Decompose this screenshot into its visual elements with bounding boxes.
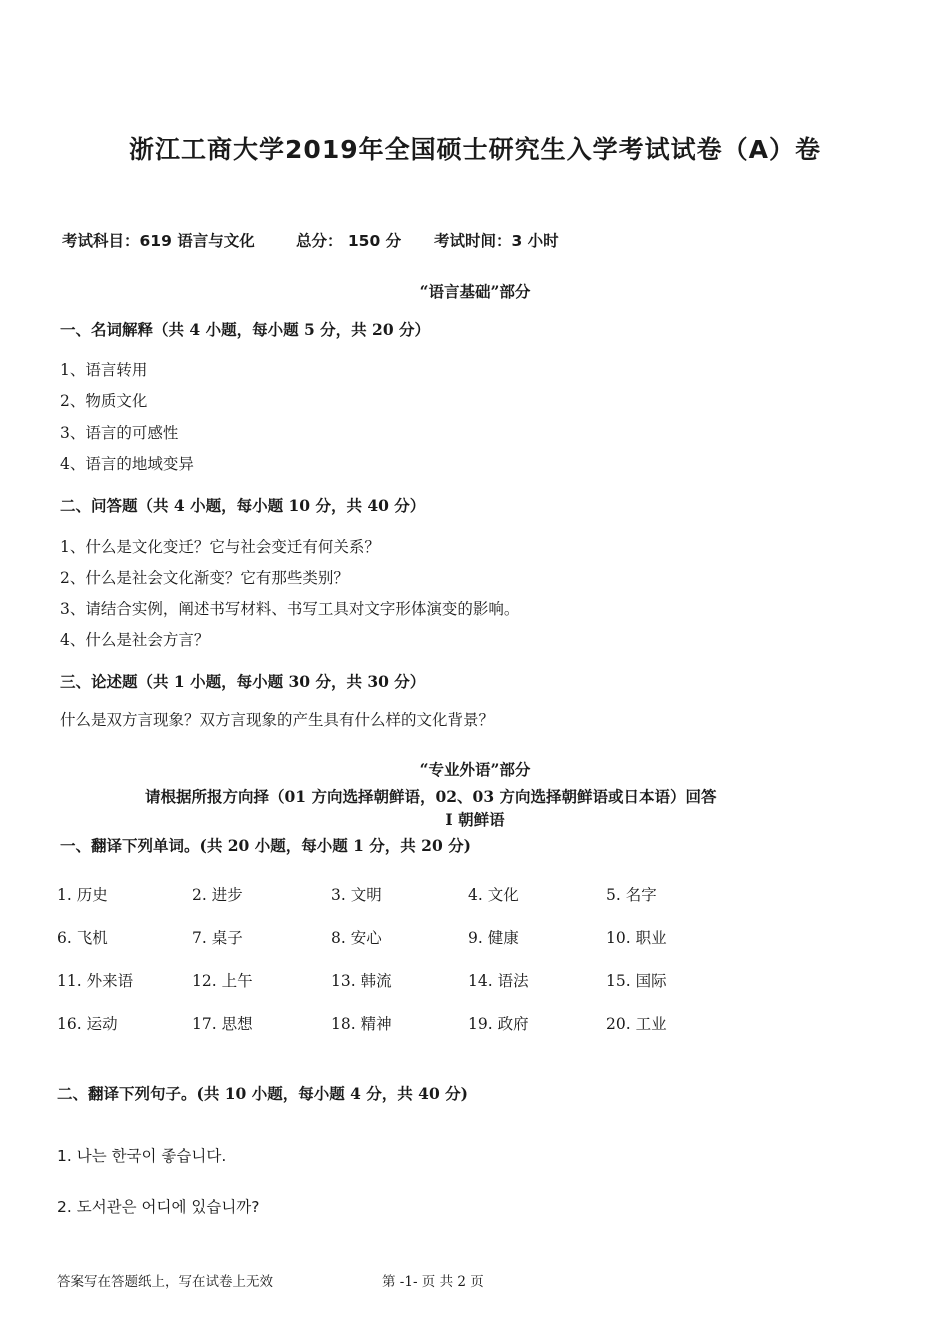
vocab-item: 7. 桌子 [192,929,243,947]
list-item: 2、什么是社会文化渐变？它有那些类别？ [60,569,349,587]
exam-subject: 考试科目：619 语言与文化 [62,232,255,250]
vocab-item: 8. 安心 [331,929,382,947]
part2-instruction: 请根据所报方向择（01 方向选择朝鲜语，02、03 方向选择朝鲜语或日本语）回答 [145,787,717,806]
vocab-item: 10. 职业 [606,929,667,947]
vocab-item: 6. 飞机 [57,929,108,947]
vocab-item: 14. 语法 [468,972,529,990]
list-item: 4、什么是社会方言？ [60,631,210,649]
section2-heading: 二、问答题（共 4 小题，每小题 10 分，共 40 分） [60,496,426,515]
section1-heading: 一、名词解释（共 4 小题，每小题 5 分，共 20 分） [60,320,431,339]
vocab-item: 11. 外来语 [57,972,134,990]
vocab-item: 5. 名字 [606,886,657,904]
essay-question: 什么是双方言现象？双方言现象的产生具有什么样的文化背景？ [60,711,495,729]
sentence-section-heading: 二、翻译下列句子。(共 10 小题，每小题 4 分，共 40 分) [57,1084,468,1103]
exam-title: 浙江工商大学2019年全国硕士研究生入学考试试卷（A）卷 [129,135,821,164]
vocab-item: 12. 上午 [192,972,253,990]
sentence-item: 2. 도서관은 어디에 있습니까? [57,1198,260,1216]
part2-heading: “专业外语”部分 [419,760,531,779]
exam-total-score: 总分： 150 分 [296,232,402,250]
list-item: 3、请结合实例，阐述书写材料、书写工具对文字形体演变的影响。 [60,600,520,618]
vocab-item: 15. 国际 [606,972,667,990]
list-item: 3、语言的可感性 [60,424,179,442]
vocab-item: 17. 思想 [192,1015,253,1033]
vocab-item: 16. 运动 [57,1015,118,1033]
list-item: 1、什么是文化变迁？它与社会变迁有何关系？ [60,538,380,556]
list-item: 4、语言的地域变异 [60,455,194,473]
language-heading: Ⅰ 朝鲜语 [445,810,505,829]
vocab-item: 2. 进步 [192,886,243,904]
vocab-item: 19. 政府 [468,1015,529,1033]
vocab-item: 1. 历史 [57,886,108,904]
vocab-item: 3. 文明 [331,886,382,904]
vocab-item: 18. 精神 [331,1015,392,1033]
vocab-item: 4. 文化 [468,886,519,904]
page-number: 第 -1- 页 共 2 页 [382,1274,484,1290]
section3-heading: 三、论述题（共 1 小题，每小题 30 分，共 30 分） [60,672,426,691]
vocab-item: 9. 健康 [468,929,519,947]
answer-note: 答案写在答题纸上，写在试卷上无效 [57,1274,273,1290]
exam-duration: 考试时间：3 小时 [434,232,559,250]
vocab-section-heading: 一、翻译下列单词。(共 20 小题，每小题 1 分，共 20 分) [60,836,471,855]
part1-heading: “语言基础”部分 [419,282,531,301]
vocab-item: 20. 工业 [606,1015,667,1033]
vocab-item: 13. 韩流 [331,972,392,990]
sentence-item: 1. 나는 한국이 좋습니다. [57,1147,227,1165]
list-item: 2、物质文化 [60,392,148,410]
list-item: 1、语言转用 [60,361,148,379]
